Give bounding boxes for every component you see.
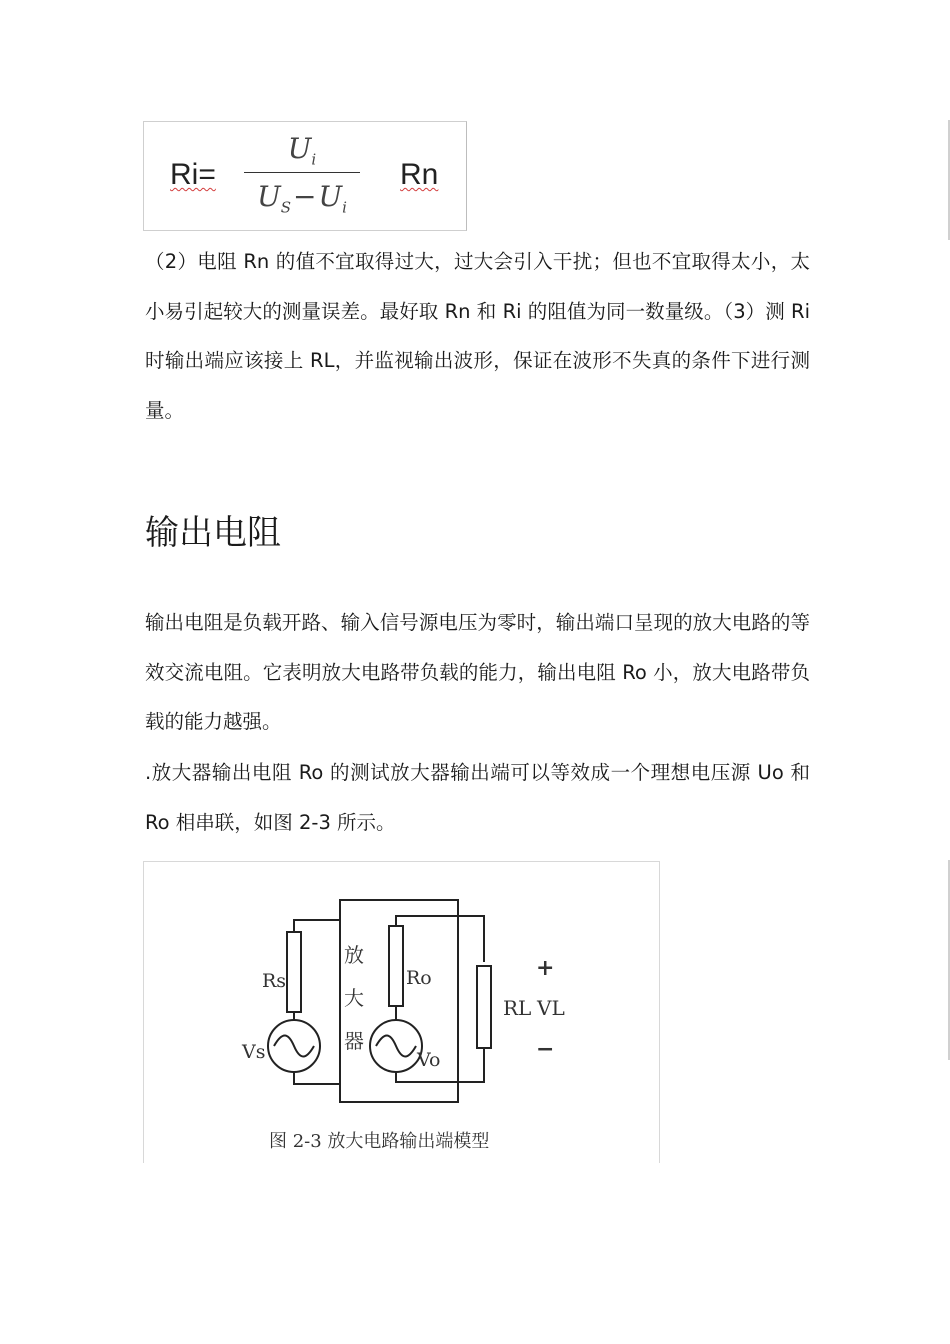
- formula-fraction: [244, 128, 360, 219]
- label-vs: Vs: [242, 1041, 266, 1063]
- wire-source-bottom: [294, 1072, 340, 1084]
- label-minus: −: [536, 1036, 555, 1062]
- resistor-ro: [389, 926, 403, 1006]
- fraction-bar: [244, 172, 360, 173]
- resistor-rs: [287, 932, 301, 1012]
- vs-sine: [274, 1036, 314, 1057]
- denominator-operator: −: [293, 180, 317, 213]
- label-amp-3: 器: [344, 1029, 364, 1053]
- figure-caption: 图 2-3 放大电路输出端模型: [269, 1131, 490, 1152]
- denominator-b-subscript: i: [342, 198, 347, 217]
- resistor-rl: [477, 966, 491, 1048]
- circuit-diagram: [144, 862, 659, 1163]
- paragraph-1: （2）电阻 Rn 的值不宜取得过大，过大会引入干扰；但也不宜取得太小，太小易引起较大的测量误差。最好取 Rn 和 Ri 的阻值为同一数量级。（3）测 Ri 时输出端应该接上 RL，并监视输出波形，保证在波形不失真的条件下进行测量。: [145, 250, 810, 422]
- paragraph-2: 输出电阻是负载开路、输入信号源电压为零时，输出端口呈现的放大电路的等效交流电阻。它表明放大电路带负载的能力，输出电阻 Ro 小，放大电路带负载的能力越强。: [145, 611, 810, 733]
- formula-rhs: Rn: [400, 158, 439, 191]
- wire-output-top: [396, 916, 484, 962]
- numerator-subscript: i: [311, 150, 317, 169]
- label-plus: +: [536, 955, 555, 981]
- label-rl: RL: [503, 996, 532, 1020]
- section-heading: 输出电阻: [145, 513, 281, 553]
- vo-sine: [376, 1036, 416, 1057]
- label-vo: Vo: [417, 1049, 441, 1071]
- label-amp-2: 大: [344, 986, 364, 1010]
- formula-lhs: Ri=: [170, 158, 216, 191]
- wire-source-top: [294, 920, 340, 932]
- numerator-symbol: U: [287, 132, 312, 165]
- formula-denominator: [244, 175, 360, 219]
- label-vl: VL: [537, 996, 565, 1020]
- denominator-b: U: [318, 180, 343, 213]
- formula-numerator: [244, 128, 360, 170]
- label-rs: Rs: [262, 970, 287, 992]
- denominator-a: U: [257, 180, 281, 213]
- circuit-figure: [143, 861, 660, 1163]
- formula-image: [143, 121, 467, 231]
- label-ro: Ro: [406, 967, 432, 989]
- denominator-a-subscript: S: [280, 198, 291, 217]
- label-amp-1: 放: [344, 943, 364, 967]
- paragraph-3: .放大器输出电阻 Ro 的测试放大器输出端可以等效成一个理想电压源 Uo 和 Ro 相串联，如图 2-3 所示。: [145, 761, 810, 834]
